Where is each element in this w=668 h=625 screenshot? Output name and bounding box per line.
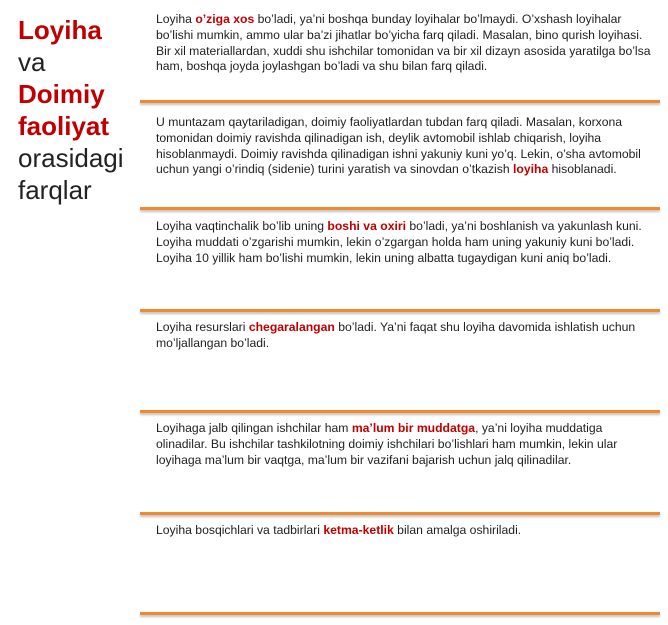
table-row-6-text [156, 523, 656, 539]
row-1-text-end: bo’ladi, ya’ni boshqa bunday loyihalar bo’lmaydi. O’xshash loyihalar bo’lishi mumkin, ammo ular ba’zi jihatlar bo’yicha farq qiladi. Masalan, bino qurish loyihasi. Bir xil materiallardan, xuddi shu ishchilar tomonidan va bir xil dizayn asosida yaratilga bo’lsa ham, boshqa joyda joylashgan bo’ladi va shu bilan farq qiladi. [156, 12, 651, 74]
row-divider-3 [140, 309, 660, 312]
row-1-text-start: Loyiha [156, 12, 196, 26]
row-2-highlight: loyiha [513, 162, 549, 177]
row-5-highlight: ma’lum bir muddatga [351, 421, 476, 435]
row-3-text-end: bo’ladi, ya’ni boshlanish va yakunlash kuni. Loyiha muddati o’zgarishi mumkin, lekin o’zgargan holda ham uning yakuniy kuni bo’ladi. Loyiha 10 yillik ham bo’lishi mumkin, lekin uning albatta tugaydigan kuni aniq bo’ladi. [156, 219, 642, 265]
row-4-highlight: chegaralangan [248, 320, 335, 334]
title-line-doimiy: Doimiy [18, 79, 105, 109]
row-5-text-end: , ya’ni loyiha muddatiga olinadilar. Bu ishchilar tashkilotning doimiy ishchilari bo’lishlari ham mumkin, lekin ular loyihaga ma’lum bir vaqtga, ma’lum bir vazifani bajarish uchun jalq qilinadilar. [156, 421, 618, 467]
table-row-3-text [156, 219, 656, 266]
title-line-faoliyat: faoliyat [18, 111, 110, 141]
row-3-text-start: Loyiha vaqtinchalik bo’lib uning [156, 219, 328, 233]
row-4-text-end: bo’ladi. Ya’ni faqat shu loyiha davomida ishlatish uchun mo’ljallangan bo’ladi. [156, 320, 636, 350]
table-row-5-text [156, 421, 656, 468]
title-line-orasidagi: orasidagi [18, 143, 124, 173]
row-4-text-start: Loyiha resurslari [156, 320, 249, 334]
table-row-1-text [156, 12, 656, 75]
row-3-highlight: boshi va oxiri [327, 219, 406, 233]
row-divider-6 [140, 612, 660, 615]
row-divider-5 [140, 512, 660, 515]
row-6-text-start: Loyiha bosqichlari va tadbirlari [156, 523, 324, 537]
row-6-text-end: bilan amalga oshiriladi. [393, 523, 522, 537]
table-row-4-text [156, 320, 656, 352]
row-divider-2 [140, 207, 660, 210]
title-line-loyiha: Loyiha [18, 15, 102, 45]
row-5-text-start: Loyihaga jalb qilingan ishchilar ham [156, 421, 352, 435]
row-6-highlight: ketma-ketlik [323, 523, 394, 537]
row-2-text-start: U muntazam qaytariladigan, doimiy faoliyatlardan tubdan farq qiladi. Masalan, korxona tomonidan doimiy ravishda qilinadigan ish, deylik avtomobil ishlab chiqarish, loyiha hisoblanmaydi. Doimiy ravishda qilinadigan ishni yakuniy kuni yo’q. Lekin, o’sha avtomobil uchun yangi o’rindiq (sidenie) turini yaratish va sinovdan o’tkazish [156, 115, 641, 177]
title-line-farqlar: farqlar [18, 175, 92, 205]
row-divider-1 [140, 100, 660, 103]
row-divider-4 [140, 410, 660, 413]
table-row-2-text [156, 115, 656, 178]
row-2-text-end: hisoblanadi. [548, 162, 617, 177]
row-1-highlight: o’ziga xos [195, 12, 255, 26]
title-line-va: va [18, 47, 46, 77]
